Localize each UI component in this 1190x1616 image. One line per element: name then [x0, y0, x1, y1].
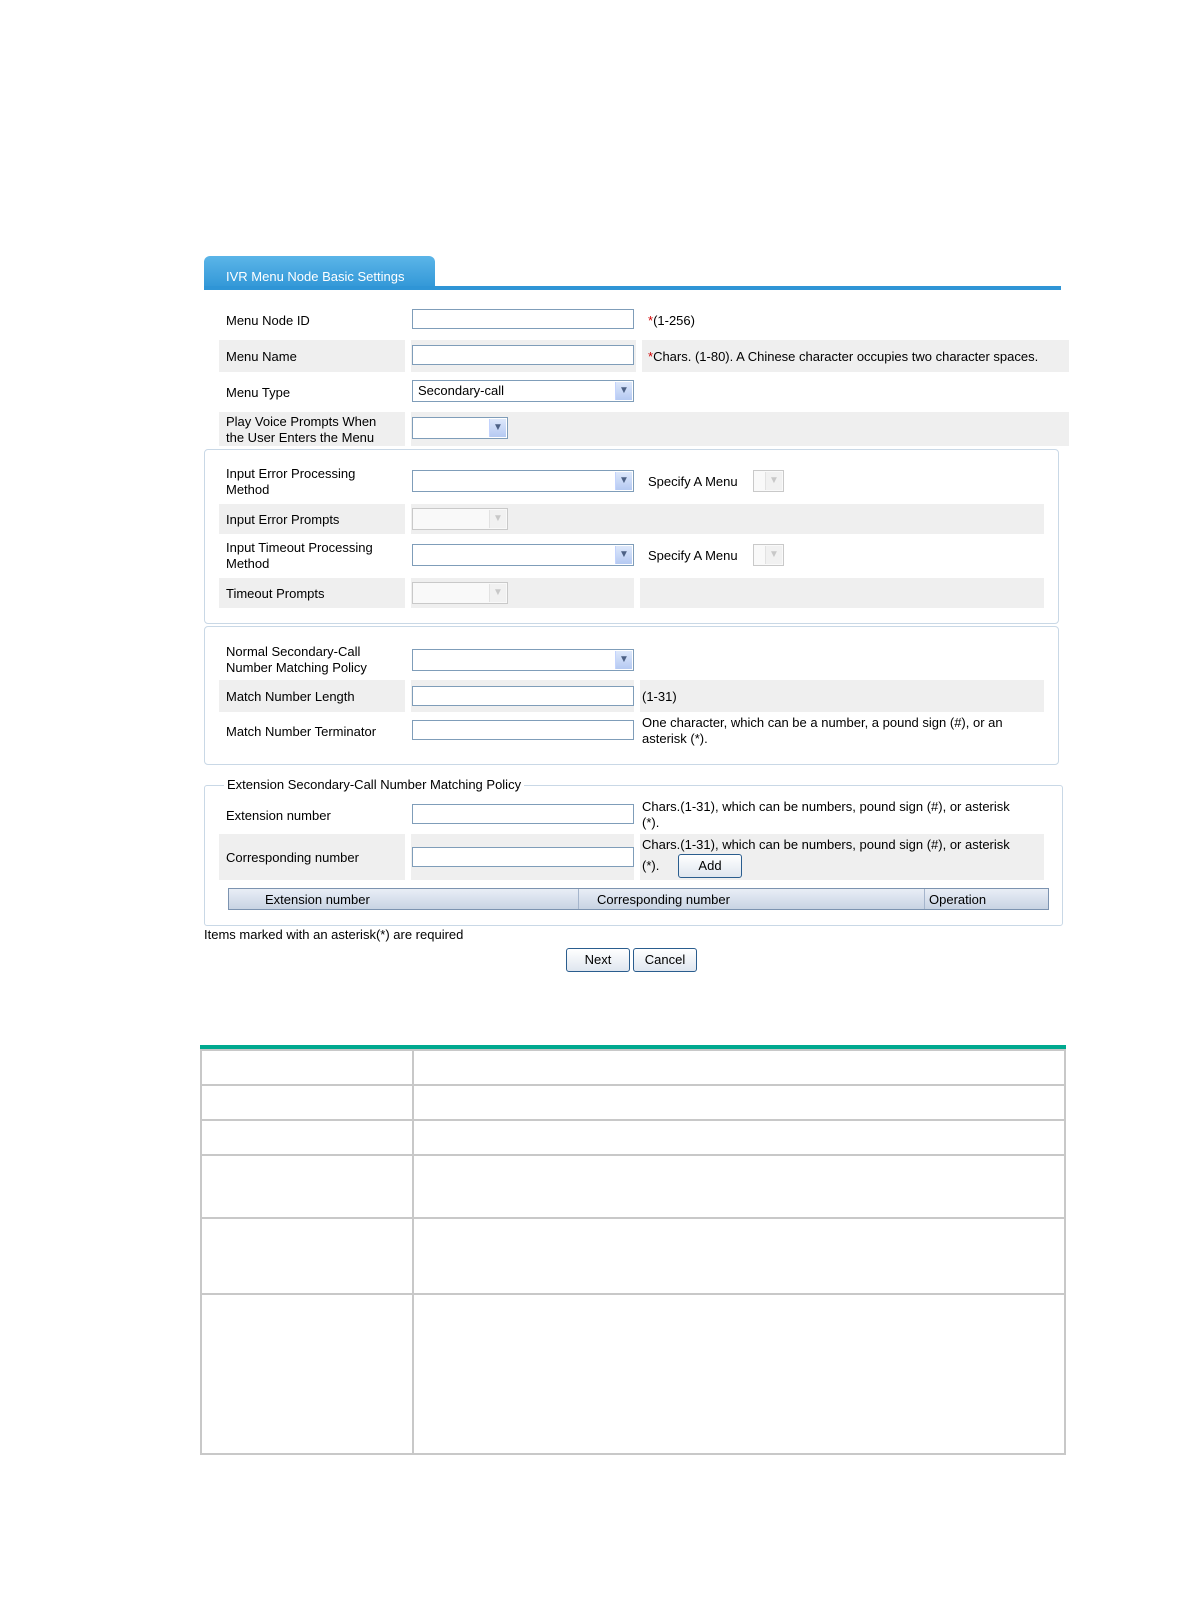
table-cell	[412, 1293, 1066, 1455]
column-extension-number[interactable]: Extension number	[265, 892, 370, 907]
extension-group-legend: Extension Secondary-Call Number Matching Policy	[224, 777, 524, 793]
table-cell	[200, 1293, 414, 1455]
timeout-method-label: Input Timeout Processing Method	[226, 540, 373, 571]
tab-underline	[204, 286, 1061, 290]
timeout-prompts-select[interactable]	[412, 582, 508, 604]
play-voice-label: Play Voice Prompts When the User Enters the Menu	[226, 414, 377, 445]
extension-list-header	[228, 888, 1049, 910]
cancel-button[interactable]: Cancel	[633, 948, 697, 972]
table-cell	[200, 1217, 414, 1295]
timeout-specify-label: Specify A Menu	[648, 548, 738, 563]
table-cell	[412, 1217, 1066, 1295]
menu-node-id-label: Menu Node ID	[226, 313, 310, 328]
terminator-hint: One character, which can be a number, a pound sign (#), or an asterisk (*).	[642, 715, 1003, 746]
chevron-down-icon: ▼	[489, 510, 506, 528]
chevron-down-icon[interactable]: ▼	[615, 546, 632, 564]
chevron-down-icon[interactable]: ▼	[615, 382, 632, 400]
input-error-specify-label: Specify A Menu	[648, 474, 738, 489]
match-length-hint: (1-31)	[642, 689, 677, 704]
table-cell	[200, 1049, 414, 1086]
match-length-input[interactable]	[412, 686, 634, 706]
table-cell	[412, 1119, 1066, 1156]
normal-policy-label: Normal Secondary-Call Number Matching Policy	[226, 644, 367, 675]
chevron-down-icon[interactable]: ▼	[615, 472, 632, 490]
menu-type-select[interactable]	[412, 380, 634, 402]
column-operation[interactable]: Operation	[929, 892, 987, 907]
terminator-label: Match Number Terminator	[226, 724, 377, 739]
play-voice-select[interactable]	[412, 417, 508, 439]
menu-node-id-hint: *(1-256)	[648, 313, 695, 328]
menu-type-label: Menu Type	[226, 385, 291, 400]
tab-label: IVR Menu Node Basic Settings	[226, 269, 405, 284]
corresponding-number-input[interactable]	[412, 847, 634, 867]
input-error-prompts-label: Input Error Prompts	[226, 512, 340, 527]
menu-name-input[interactable]	[412, 345, 634, 365]
timeout-method-select[interactable]	[412, 544, 634, 566]
menu-name-hint: *Chars. (1-80). A Chinese character occupies two character spaces.	[648, 349, 1039, 364]
terminator-input[interactable]	[412, 720, 634, 740]
chevron-down-icon: ▼	[765, 546, 782, 564]
chevron-down-icon: ▼	[765, 472, 782, 490]
match-length-label: Match Number Length	[226, 689, 355, 704]
table-cell	[412, 1154, 1066, 1219]
timeout-specify-select[interactable]	[753, 544, 784, 566]
column-corresponding-number[interactable]: Corresponding number	[597, 892, 730, 907]
chevron-down-icon[interactable]: ▼	[489, 419, 506, 437]
timeout-prompts-label: Timeout Prompts	[226, 586, 325, 601]
input-error-specify-select[interactable]	[753, 470, 784, 492]
corresponding-number-label: Corresponding number	[226, 850, 359, 865]
chevron-down-icon[interactable]: ▼	[615, 651, 632, 669]
menu-name-label: Menu Name	[226, 349, 297, 364]
extension-number-label: Extension number	[226, 808, 331, 823]
timeout-prompts-row	[219, 578, 1044, 608]
input-error-prompts-row	[219, 504, 1044, 534]
table-cell	[412, 1084, 1066, 1121]
corresponding-number-hint: Chars.(1-31), which can be numbers, pound sign (#), or asterisk (*).	[642, 837, 1010, 873]
extension-number-input[interactable]	[412, 804, 634, 824]
add-button[interactable]: Add	[678, 854, 742, 878]
input-error-prompts-select[interactable]	[412, 508, 508, 530]
menu-node-id-input[interactable]	[412, 309, 634, 329]
menu-type-value: Secondary-call	[418, 383, 504, 398]
input-error-method-select[interactable]	[412, 470, 634, 492]
table-cell	[200, 1119, 414, 1156]
tab-ivr-menu-node-basic-settings[interactable]	[204, 256, 435, 290]
normal-policy-select[interactable]	[412, 649, 634, 671]
table-cell	[200, 1084, 414, 1121]
extension-number-hint: Chars.(1-31), which can be numbers, pound sign (#), or asterisk (*).	[642, 799, 1010, 830]
next-button[interactable]: Next	[566, 948, 630, 972]
table-cell	[200, 1154, 414, 1219]
chevron-down-icon: ▼	[489, 584, 506, 602]
input-error-method-label: Input Error Processing Method	[226, 466, 356, 497]
required-note: Items marked with an asterisk(*) are required	[204, 927, 464, 942]
table-cell	[412, 1049, 1066, 1086]
